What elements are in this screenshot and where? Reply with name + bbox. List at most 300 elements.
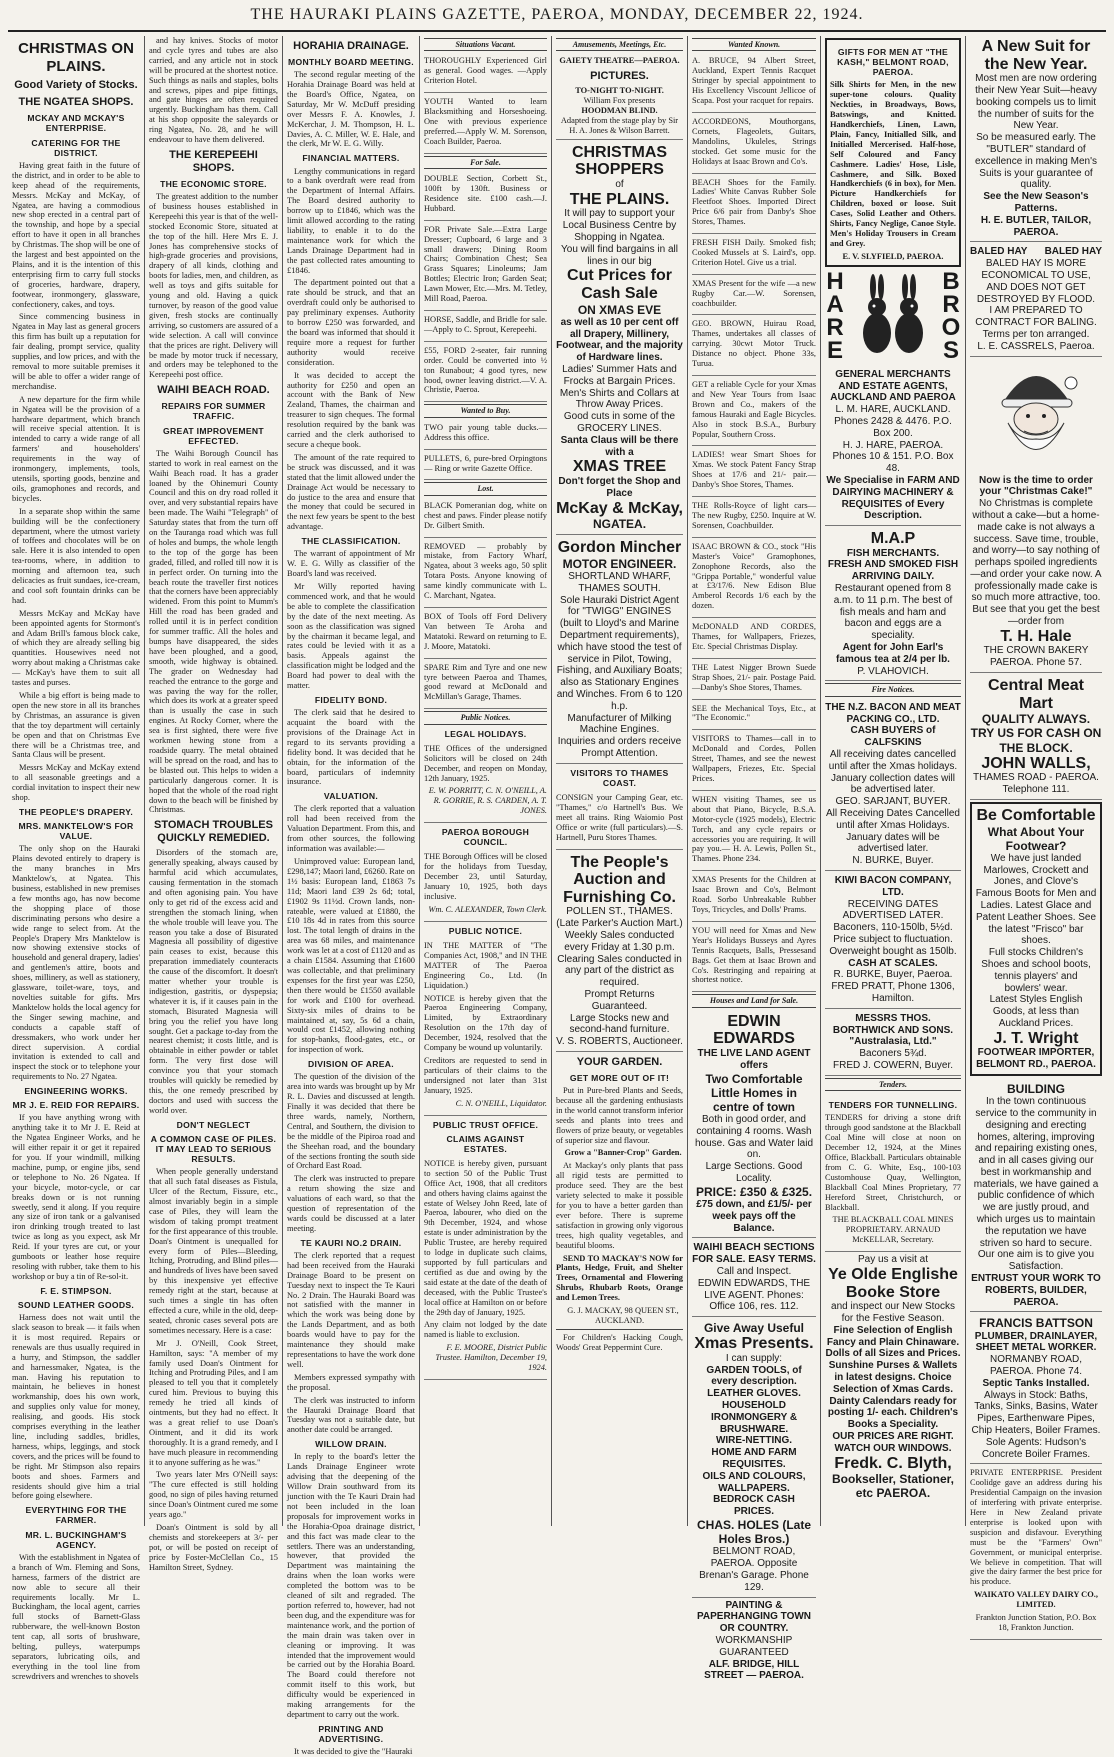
ad-text: XMAS Presents for the Children at Isaac Brown and Co's, Belmont Road. Sorbo Unbreakable Rubber Toys, Tricycles, and Dolls' Prams.	[692, 875, 816, 914]
notice-signature: C. N. O'NEILL, Liquidator.	[455, 1098, 547, 1108]
ad-text: YOU will need for Xmas and New Year's Holidays Busseys and Ayres Tennis Racquets, Balls, Pressesand Bags. Get them at Isaac Brown and Co's. Restringing and repairing at shortest notice.	[692, 925, 816, 985]
tender-text: TENDERS for driving a stone drift through good sandstone at the Blackball Coal Mine will close at noon on December 12, 1924, at the Mines Office, Blackball. Particulars obtainable from C. G. White, Esq., 100-103 Customhouse Quay, Wellington, Blackball Coal Mines Proprietary, 77 Hereford Street, Christchurch, or Blackball.	[825, 1113, 961, 1212]
mincher-ad	[556, 537, 683, 764]
hay-label-right: BALED HAY	[1044, 246, 1102, 258]
ad-headline: GIFTS FOR MEN AT "THE KASH," BELMONT ROAD, PAEROA.	[837, 47, 949, 78]
ad-line: All receiving dates cancelled until after the Xmas holidays. January collection dates will be advertised later.	[828, 749, 958, 796]
ad-line: Two Comfortable Little Homes in centre of town	[705, 1071, 803, 1114]
ad-line: Manufacturer of Milking Machine Engines.	[567, 712, 672, 736]
paragraph: In reply to the board's letter the Lands Drainage Engineer wrote advising that the deepening of the Willow Drain southward from its junction with the Te Kauri Drain had not been included in the loan proposals for improvement works in the Horahia-Opoa drainage district, and this fact was made clear to the settlers. There was an understanding, however, that provided the Department was maintaining the drains when the loan works were completed the bottom was to be cleaned of silt and regraded. The portion referred to, however, had not been dug, and the expenditure was for maintenance work, and the portion of the main drain was taken over in cleaning or improving. It was intended that the improvement would be carried out by the Horahia Board. The Board could therefore not commit itself to this work, but difficulty would be experienced in making arrangements for the department to carry out the work.	[287, 1452, 415, 1719]
paragraph: When people generally understand that all such fatal diseases as Fistula, Ulcer of the Rectum, Fissure, etc., almost invariably begin in a simple case of Piles, they will learn the wisdom of taking prompt treatment for the first appearance of this trouble. Doan's Ointment is unequalled for every form of Piles—Bleeding, Itching, Protruding, and Blind piles—and hundreds of lives have been saved by this inexpensive yet effective remedy right at the start, because at such times a single tin has often effected a cure, while in the old, deep-seated, chronic cases several pots are sometimes necessary. Here is a case:	[149, 1167, 278, 1335]
paragraph: The Waihi Borough Council has started to work in real earnest on the Waihi Beach road. It has a grader loaned by the Ohinemuri County Council and this on dry road rolled it over, and very substantial repairs have been made. The Waihi "Telegraph" of Saturday states that from the turn off on the Tauranga road which was full of holes and bumps, the whole length to the top of the gorge has been graded, filled, and rolled till now it is in perfect order. On turning into the beach route the traveller first notices that the corners have been appreciably widened. From this point to Mumm's Hill the road has been graded and rolled until it is in perfect condition for summer traffic. All the holes and bumps have disappeared, the sides have been ploughed, and a good, smooth, wide highway is obtained. The grader on Wednesday had reached the entrance to the gorge and was paving the way for the roller, which does its work at a greater speed than is usually the case in such engines. At Rocky Corner, where the sea is first sighted, there were five workmen hewing stone from a roadside quarry. The metal obtained will be spread on the road, and has to be blasted out. This helps to widen a particularly dangerous corner. It is hoped that the whole of the road right down to the beach will be finished by Christmas.	[149, 448, 278, 815]
ad-text: THOROUGHLY Experienced Girl as general. Good wages. —Apply Criterion Hotel.	[424, 56, 547, 86]
paragraph: Harness does not wait until the slack season to break — it fails when it is most required. Repairs or renewals are thus usually required in a hurry, and Stimpson, the saddler and harnessmaker, Ngatea, is the man. Having his reputation to maintain, he believes in honest workmanship, does his own work, and supplies only value for money, realising, and goods. His stock comprises everything in the leather line, including saddles, bridles, harness, whips, leggings, and stock covers, and the prices will be found to be right. Mr Stimpson also repairs boots and shoes. Farmers and residents should give him a trial before going elsewhere.	[12, 1313, 140, 1501]
section-subhead: CATERING FOR THE DISTRICT.	[31, 137, 121, 158]
borthwick-ad	[825, 1011, 961, 1076]
ad-line: Pay us a visit at	[857, 1254, 929, 1266]
ad-line: and inspect our New Stocks for the Festive Season.	[831, 1301, 955, 1324]
section-head: HORAHIA DRAINAGE.	[293, 40, 409, 52]
ad-line: MESSRS THOS. BORTHWICK AND SONS. "Australasia, Ltd."	[832, 1012, 954, 1048]
classified-ad	[424, 223, 547, 311]
ad-line: ALF. BRIDGE, HILL STREET — PAEROA.	[704, 1658, 804, 1682]
column-7	[821, 36, 966, 1526]
paragraph: In a separate shop within the same building will be the confectionery department, where the utmost variety of toffees and chocolates will be on sale. Here it is also intended to open tea-rooms, where, in addition to morning and afternoon tea, such delicacies as fruit sundaes, ice-cream, and cool soft fountain drinks can be had.	[12, 506, 140, 605]
ad-line: Restaurant opened from 8 a.m. to 11 p.m. The best of fish meals and ham and bacon and eggs are a speciality.	[833, 583, 953, 642]
paragraph: The only shop on the Hauraki Plains devoted entirely to drapery is the many branches in Mrs Manktelow's, at Ngatea. This business, established in new premises a few months ago, has now become the shopping place of those discriminating persons who desire a wide range to select from. At the People's Drapery Mrs Manktelow is now showing extensive stocks of household and general drapery, ladies' and gentlemen's attire, boots and shoes, millinery, as well as stationery, glassware, toilet-ware, toys, and novelties suitable for gifts. Mrs Manktelow holds the local agency for the Singer sewing machine, and conducts a capable staff of dressmakers, who work under her direct supervision. A cordial invitation is extended to call and inspect the stock or to telephone your requirements to No. 27 Ngatea.	[12, 844, 140, 1082]
ad-line: WORKMANSHIP GUARANTEED	[715, 1634, 793, 1658]
ad-line: Clearing Sales conducted in any part of the district as required.	[557, 953, 682, 989]
classified-ad	[424, 540, 547, 608]
section-subhead: FINANCIAL MATTERS.	[302, 153, 400, 164]
paragraph: Messrs McKay and McKay extend to all seasonable greetings and a cordial invitation to inspect their new shop.	[12, 763, 140, 803]
ad-line: BELMONT ROAD, PAEROA. Opposite Brenan's Garage. Phone 129.	[699, 1546, 809, 1593]
ad-line: Ladies' Summer Hats and Frocks at Bargain Prices. Men's Shirts and Collars at Throw Away Prices.	[559, 363, 680, 411]
paragraph: Lengthy communications in regard to a bank overdraft were read from the Department of Internal Affairs. The Board desired authority to borrow up to £1846, which was the limit allowed according to the rating liability, to enable it to do the maintenance work for which the Lands Drainage Department had in the past collected rates amounting to £1846.	[287, 166, 415, 275]
paragraph: The clerk was instructed to inform the Hauraki Drainage Board that Tuesday was not a suitable date, but another date could be arranged.	[287, 1395, 415, 1435]
ad-line: FRESH AND SMOKED FISH ARRIVING DAILY.	[827, 559, 959, 583]
ad-line: Now is the time to order your "Christmas Cake!"	[979, 474, 1093, 498]
ad-line: OUR PRICES ARE RIGHT. WATCH OUR WINDOWS.	[832, 1430, 954, 1454]
column-4	[420, 36, 552, 1526]
classified-section-head: Amusements, Meetings, Etc.	[556, 38, 683, 51]
ad-line: Baconers, 110-150lb, 5½d. Price subject to fluctuation. Overweight bought as 150lb.	[829, 922, 957, 957]
columns	[8, 36, 1106, 1757]
paragraph: The clerk reported that a request had been received from the Hauraki Drainage Board to be present on Tuesday next to inspect the Te Kauri No. 2 Drain. The Hauraki Board was not satisfied with the manner in which the work was being done by the Lands Department, and as both boards would have to pay for the maintenance they should make representations to have the work done well.	[287, 1250, 415, 1369]
paragraph: Mr Willy reported having commenced work, and that he would be able to complete the classification by the date of the next meeting. As soon as the classification was signed by the chairman it became legal, and rates could be levied with it as a basis. Appeals against the classification might be lodged and the Board had power to deal with the matter.	[287, 581, 415, 691]
ad-headline: CHRISTMAS SHOPPERS	[571, 143, 668, 179]
booke-store-ad	[825, 1254, 961, 1500]
ad-text: CONSIGN your Camping Gear, etc. "Thames," c/o Hartnell's Bus. We meet all trains. Ring Waiomio Post Office or write (full particulars).—S. Hartnell, Puru Stores Thames.	[556, 793, 683, 842]
santa-claus-icon	[974, 361, 1099, 469]
classified-ad	[692, 540, 816, 618]
paragraph: Messrs McKay and McKay have been appointed agents for Stormont's and Adam Brill's famous block cake, of which they are already selling big quantities. Housewives need not worry about making a Christmas cake — McKay's have them to suit all tastes and purses.	[12, 608, 140, 688]
ad-text: SPARE Rim and Tyre and one new tyre between Paeroa and Thames, good reward at McDonald and McMillan's Garage, Thames.	[424, 662, 547, 702]
ad-text: ISAAC BROWN & CO., stock "His Master's Voice" Gramophones, Zonophone Records, also the "Grippa Portable," wonderful value at £3/17/6. New Edison Blue Amberol Records 1/6 each by the dozen.	[692, 541, 816, 611]
tender-notice	[825, 1094, 961, 1252]
classified-ad	[692, 317, 816, 376]
classified-ad	[424, 313, 547, 342]
edwards-ad	[692, 1011, 816, 1239]
section-subhead: MRS. MANKTELOW'S FOR VALUE.	[18, 821, 134, 842]
ad-text: At Mackay's only plants that pass all rigid tests are permitted to produce seed. They are the best variety selected to make it possible for you to have a better garden than ever before. There is supreme satisfaction in growing only vigorous trees, high quality vegetables, and beautiful blooms.	[556, 1161, 683, 1250]
ad-line: MOTOR ENGINEER.	[562, 556, 677, 571]
ad-line: GENERAL MERCHANTS AND ESTATE AGENTS, AUCKLAND AND PAEROA	[830, 368, 956, 404]
paragraph: A new departure for the firm while in Ngatea will be the provision of a hardware department, which branch will receive special attention. It is intended to carry a wide range of all farmers' and householders' requirements in the way of ironmongery, implements, tools, utensils, sporting goods, benzine and oils, gramophones and records, and bicycles.	[12, 394, 140, 503]
paragraph: The department pointed out that a rate should be struck, and that an overdraft could only be authorised to pay preliminary expenses. Authority to borrow £250 was forwarded, and the board was informed that should it require more a request for further authority would receive consideration.	[287, 278, 415, 367]
ad-line: Our one aim is to give you Satisfaction.	[977, 1249, 1095, 1273]
masthead	[8, 6, 1106, 32]
ad-line: We Specialise in FARM AND DAIRYING MACHINERY & REQUISITES of Every Description.	[826, 474, 960, 522]
public-notice	[424, 742, 547, 823]
notice-text: NOTICE is hereby given, pursuant to section 50 of the Public Trust Office Act, 1908, that all creditors and others having claims against the estate of Welsey John Reed, late of Paeroa, labourer, who died on the 9th December, 1924, and whose estate is under administration by the Public Trustee, are hereby required to lodge in duplicate such claims, supported by full particulars and certified as due and owing by the said estate at the date of the death of deceased, with the Public Trustee's local office at Hamilton on or before the 29th day of January, 1925.	[424, 1158, 547, 1317]
ad-line: FRED J. COWERN, Buyer.	[832, 1060, 953, 1071]
ad-line: In the town continuous service to the community in designing and erecting homes, altering, improving and repairing existing ones, and in all cases giving our best in workmanship and materials, we have gained a public confidence of which we are justly proud, and which urges us to maintain the reputation we have striven so hard to secure.	[973, 1096, 1099, 1249]
ad-line: I can supply:	[725, 1352, 783, 1364]
notice-signature: E. W. PORRITT, C. N. O'NEILL, A. R. GORRIE, R. S. CARDEN, A. T. JONES.	[428, 786, 547, 816]
notice-text: THE Borough Offices will be closed for the holidays from Tuesday, December 23, until Saturday, January 10, 1925, both days inclusive.	[424, 852, 547, 902]
meat-mart-ad	[970, 675, 1102, 800]
theatre-ad	[556, 54, 683, 139]
ad-line: THE LIVE LAND AGENT offers	[697, 1047, 811, 1071]
ad-line: Santa Claus will be there with a	[560, 434, 679, 458]
butler-suit-ad	[970, 36, 1102, 242]
tender-signature: THE BLACKBALL COAL MINES PROPRIETARY. ARNAUD McKELLAR, Secretary.	[832, 1215, 954, 1245]
classified-ad	[692, 448, 816, 497]
section-subhead: PRINTING AND ADVERTISING.	[318, 1723, 384, 1744]
classified-ad	[424, 610, 547, 659]
section-subhead: REPAIRS FOR SUMMER TRAFFIC.	[161, 401, 266, 422]
ad-line: H. J. HARE, PAEROA. Phones 10 & 151. P.O. Box 48.	[832, 439, 954, 475]
ad-headline: Gordon Mincher	[557, 539, 682, 557]
ad-line: Large Sections. Good Locality.	[705, 1161, 803, 1184]
hare-wordmark: HARE	[826, 268, 844, 364]
film-note: Adapted from the stage play by Sir H. A. Jones & Wilson Barrett.	[560, 116, 679, 135]
auction-ad	[556, 852, 683, 1052]
ad-line: Don't forget the Shop and Place	[558, 475, 681, 499]
ad-line: V. S. ROBERTS, Auctioneer.	[556, 1036, 683, 1048]
ad-line: FRED PRATT, Phone 1306, Hamilton.	[831, 981, 955, 1005]
ad-text: BEACH Shoes for the Family. Ladies' White Canvas Rubber Sole Fleetfoot Shoes. Imported Direct Price 6/6 pair from Danby's Shoe Stores, Thames.	[692, 177, 816, 227]
ad-line: Sole Agents: Hudson's Concrete Boiler Frames.	[981, 1436, 1091, 1460]
ad-headline: J. T. Wright	[993, 1029, 1079, 1047]
ad-line: L. E. CASSRELS, Paeroa.	[977, 340, 1095, 352]
ad-text: YOUTH Wanted to learn Blacksmithing and Horseshoeing. One with previous experience preferred.—Apply W. M. Sorenson, Coach Builder, Paeroa.	[424, 97, 547, 146]
classified-ad	[424, 499, 547, 538]
section-subhead: THE CLASSIFICATION.	[301, 536, 401, 547]
ad-line: Large Stocks new and second-hand furniture.	[569, 1012, 670, 1036]
hay-label-left: BALED HAY	[970, 246, 1028, 258]
ad-line: QUALITY ALWAYS.	[981, 712, 1091, 727]
ad-line: ENTRUST YOUR WORK TO ROBERTS, BUILDER, PAEROA.	[971, 1273, 1101, 1308]
section-subhead: SOUND LEATHER GOODS.	[17, 1299, 135, 1310]
ad-text: Grow a "Banner-Crop" Garden.	[564, 1148, 682, 1158]
ad-line: P. VLAHOVICH.	[857, 665, 929, 677]
column-3	[283, 36, 420, 1757]
ad-line: THE N.Z. BACON AND MEAT PACKING CO., LTD.	[825, 701, 961, 725]
column-1	[8, 36, 145, 1681]
ad-line: CHAS. HOLES (Late Holes Bros.)	[696, 1518, 811, 1547]
ad-headline: EDWIN EDWARDS	[713, 1012, 795, 1048]
classified-section-head: Fire Notices.	[825, 683, 961, 696]
mckay-xmas-ad	[556, 142, 683, 535]
classified-ad	[692, 499, 816, 538]
ad-line: H. E. BUTLER, TAILOR, PAEROA.	[980, 214, 1092, 238]
paragraph: While a big effort is being made to open the new store in all its branches by Christmas, an assurance is given that the toy department will certainly be open and that on Christmas Eve there will be a Christmas tree, and Santa Claus will be present.	[12, 691, 140, 760]
ad-line: FISH MERCHANTS.	[846, 547, 940, 559]
ad-line: Baconers 5¾d.	[859, 1048, 927, 1060]
notice-text: THE Offices of the undersigned Solicitors will be closed on 24th December, and reopen on Monday, 12th January, 1925.	[424, 743, 547, 783]
public-notice	[424, 850, 547, 921]
divider	[556, 1329, 683, 1330]
classified-ad	[692, 924, 816, 992]
ad-headline: Central Meat Mart	[987, 677, 1085, 712]
theatre-date: TO-NIGHT TO-NIGHT.	[575, 86, 664, 96]
ad-line: N. BURKE, Buyer.	[852, 855, 934, 867]
notice-text: IN THE MATTER of "The Companies Act, 1908," and IN THE MATTER of The Paeroa Engineering Co., Ltd. (In Liquidation.)	[424, 941, 547, 990]
section-head: THE KEREPEEHI SHOPS.	[169, 148, 258, 174]
classified-ad	[424, 421, 547, 450]
ad-text: BLACK Pomeranian dog, white on chest and paws. Finder please notify Dr. Gilbert Smith.	[424, 500, 547, 530]
notice-head: PAEROA BOROUGH COUNCIL.	[441, 827, 530, 848]
paragraph: Two years later Mrs O'Neill says: "The cure effected is still holding good, no sign of piles having returned since Doan's Ointment cured me some years ago."	[149, 1470, 278, 1520]
ad-headline: THE PLAINS.	[569, 190, 670, 208]
ad-text: £55, FORD 2-seater, fair running order. Could be converted into ½ ton Runabout; 4 good tyres, new hood, owner leaving district.—V. A. Christie, Paeroa.	[424, 345, 547, 395]
ad-line: CASH AT SCALES.	[848, 957, 938, 969]
battson-plumber-ad	[970, 1314, 1102, 1464]
ad-line: No Christmas is complete without a cake—but a home-made cake is not always a success. Save time, trouble, and worry—to say nothing of perhaps spoiled ingredients—and order your cake now. A professionally made cake is so much more attractive, too. But see that you get the best—order from	[970, 498, 1102, 628]
holes-gift-ad	[692, 1319, 816, 1597]
ad-line: WIRE-NETTING.	[715, 1435, 793, 1447]
ad-address: Frankton Junction Station, P.O. Box 18, Frankton Junction.	[975, 1613, 1097, 1632]
section-head: THE NGATEA SHOPS.	[18, 96, 134, 109]
section-subhead: MCKAY AND MCKAY'S ENTERPRISE.	[27, 113, 125, 134]
ad-line: BALED HAY IS MORE ECONOMICAL TO USE, AND DOES NOT GET DESTROYED BY FLOOD.	[976, 258, 1096, 305]
paragraph: Unimproved value: European land, £298,147; Maori land, £6260. Rate on 1½ basis: European land, £1863 7s 11d; Maori land £39 2s 6d; total, £1902 9s 11½d. Crown lands, non-rateable, were valued at £1880, the £10 18s 4d in rates from this source lost. The total length of drains in the area was 68 miles, and maintenance work was let at a cost of £1120 and as a chain £1584. Assuming that £1600 was collectable, and that preliminary expenses for the first year was £250, then there would be £1550 available for work and £100 for overhead. Sixty-six miles of drains to be maintained at, say, 5s 6d a chain, would cost £1452, allowing nothing for stop-banks, flood-gates, etc., or for inspection of work.	[287, 857, 415, 1055]
ad-line: KIWI BACON COMPANY, LTD.	[834, 875, 952, 898]
tender-head: TENDERS FOR TUNNELLING.	[828, 1100, 958, 1111]
classified-ad	[424, 54, 547, 93]
paragraph: The clerk said that he desired to acquaint the board with the provisions of the Drainage Act in regard to its servants providing a fidelity bond. It was decided that he obtain, for the information of the board, particulars of indemnity insurance.	[287, 708, 415, 787]
section-subhead: A COMMON CASE OF PILES. IT MAY LEAD TO SERIOUS RESULTS.	[150, 1133, 277, 1165]
ad-line: Always in Stock: Baths, Tanks, Sinks, Basins, Water Pipes, Earthenware Pipes, Chip Heaters, Boiler Frames.	[971, 1389, 1101, 1436]
ad-text: SEND TO MACKAY'S NOW for Plants, Hedge, Fruit, and Shelter Trees, Ornamental and Flowering Shrubs, Rhubarb Roots, Orange and Lemon Trees.	[556, 1253, 683, 1303]
ad-headline: Be Comfortable	[976, 806, 1096, 824]
ad-line: Sole Hauraki District Agent for "TWIGG" ENGINES	[560, 594, 679, 618]
classified-ad	[424, 452, 547, 481]
notice-text: NOTICE is hereby given that the Paeroa Engineering Company, Limited, by Extraordinary Resolution on the 17th day of December, 1924, resolved that the Company be wound up voluntarily.	[424, 993, 547, 1053]
ad-subhead: GET MORE OUT OF IT!	[569, 1072, 670, 1083]
ad-text: Put in Pure-bred Plants and Seeds, because all the gardening enthusiasts in the world cannot transform inferior seeds and plants into trees and flowers of prize beauty, or vegetables of superior size and flavour.	[556, 1086, 683, 1145]
ad-line: THE CROWN BAKERY PAEROA. Phone 57.	[983, 645, 1089, 669]
ad-line: GARDEN TOOLS, of every description.	[706, 1364, 802, 1388]
ad-line: Bookseller, Stationer, etc PAEROA.	[831, 1472, 955, 1501]
notice-head: PUBLIC NOTICE.	[448, 925, 523, 936]
ad-line: It will pay to support your Local Business Centre by Shopping in Ngatea.	[562, 208, 677, 244]
ad-headline: T. H. Hale	[1000, 627, 1072, 645]
paragraph: It was decided to accept the authority for £250 and open an account with the Bank of New Zealand, Thames, the chairman and treasurer to sign cheques. The formal resolution required by the bank was carried and the clerk authorised to secure a cheque book.	[287, 370, 415, 449]
column-6	[688, 36, 821, 1682]
ad-line: HOUSEHOLD IRONMONGERY & BRUSHWARE.	[710, 1400, 798, 1435]
classified-ad	[692, 277, 816, 316]
ad-line: Inquiries and orders receive Prompt Attention.	[557, 736, 682, 759]
ad-line: EDWIN EDWARDS, THE LIVE AGENT. Phones: Office 106, res. 112.	[697, 1277, 811, 1313]
section-head: WAIHI BEACH ROAD.	[157, 384, 270, 397]
ad-headline: FRANCIS BATTSON	[979, 1316, 1093, 1331]
classified-ad	[692, 236, 816, 275]
classified-section-head: Tenders.	[825, 1078, 961, 1091]
ad-line: You will find bargains in all lines in our big	[561, 243, 678, 267]
ad-line: RECEIVING DATES ADVERTISED LATER.	[842, 898, 944, 922]
ad-line: Good cuts in some of the GROCERY LINES.	[563, 411, 676, 434]
ad-text: PULLETS, 6, pure-bred Orpingtons — Ring or write Gazette Office.	[424, 453, 547, 473]
theatre-presents: William Fox presents	[583, 96, 656, 106]
theatre-pictures: PICTURES.	[590, 70, 649, 83]
ad-line: NORMANBY ROAD, PAEROA. Phone 74.	[989, 1354, 1083, 1377]
ad-line: PRICE: £350 & £325.	[695, 1184, 813, 1199]
ad-line: All Receiving Dates Cancelled until after Xmas Holidays. January dates will be advertised later.	[826, 808, 960, 855]
section-head: DON'T NEGLECT	[176, 1119, 251, 1130]
classified-section-head: Wanted to Buy.	[424, 404, 547, 417]
hare-icon	[847, 271, 939, 363]
ad-headline: Ye Olde Englishe Booke Store	[828, 1265, 958, 1301]
paragraph: and hay knives. Stocks of motor and cycle tyres and tubes are also carried, and any article not in stock will be procured at the shortest notice. Such things as nails and staples, bolts and screws, pipes and pipe fittings, and gate hinges are often required urgently. Buckingham has them. Call at his shop opposite the saleyards or ring Ngatea, No. 28, and he will endeavour to have them delivered.	[149, 36, 278, 145]
ad-line: as well as 10 per cent off all Drapery, Millinery, Footwear, and the majority of Hardware lines.	[556, 316, 683, 364]
ad-headline: The People's Auction and Furnishing Co.	[563, 853, 676, 906]
kiwi-bacon-ad	[825, 873, 961, 1009]
paragraph: The amount of the rate required to be struck was discussed, and it was stated that the limit allowed under the Drainage Act would be necessary to do justice to the area and ensure that the money that could be secured in the next few years be spent to the best advantage.	[287, 452, 415, 532]
bros-wordmark: BROS	[941, 268, 961, 364]
paragraph: The question of the division of the area into wards was brought up by Mr R. L. Davies and discussed at length. Finally it was decided that there be three wards, namely, Northern, Central, and Southern, the division to be the middle of the Pipiroa road and the Sheehan road, and the boundary of the sections fronting the south side of Orchard East Road.	[287, 1072, 415, 1171]
ad-headline: M.A.P	[870, 530, 916, 548]
ad-line: TRY US FOR CASH ON THE BLOCK.	[970, 726, 1102, 755]
classified-ad	[424, 661, 547, 710]
ad-head: YOUR GARDEN.	[576, 1055, 663, 1068]
ad-text: BOX of Tools off Ford Delivery Van between Te Aroha and Matatoki. Reward on returning to E. J. Moore, Matatoki.	[424, 612, 547, 651]
classified-section-head: Houses and Land for Sale.	[692, 994, 816, 1007]
notice-subhead: CLAIMS AGAINST ESTATES.	[446, 1133, 525, 1154]
ad-text: GET a reliable Cycle for your Xmas and New Year Tours from Isaac Brown and Co., makers of the famous Hauraki and Eagle Bicycles. Also in stock B.S.A., Burbury Popular, Southern Cross.	[692, 380, 816, 439]
ad-line: PAINTING & PAPERHANGING TOWN OR COUNTRY.	[696, 1599, 812, 1635]
paragraph: Since commencing business in Ngatea in May last as general grocers this firm has built up a reputation for fair dealing, prompt service, quality supplies, and low prices, and with the removal to more suitable premises it will be able to offer a wider range of merchandise.	[12, 312, 140, 391]
paragraph: The greatest addition to the number of business houses established in Kerepeehi this year is that of the well-stocked Economic Store, situated at the top of the hill. Here Mrs E. J. Jones has comprehensive stocks of high-grade groceries and provisions, drapery of all kinds, clothing and boots for ladies, men, and children, as well as toys and gifts suitable for young and old. Having a quick turnover, by reason of the good value given, fresh stocks are continually arriving, so customers are assured of a wide selection. A call will convince that the prices are right. Delivery will be made by motor truck if necessary, and orders may be telephoned to the Kerepeehi post office.	[149, 192, 278, 380]
notice-head: LEGAL HOLIDAYS.	[444, 728, 527, 739]
public-notice	[424, 1157, 547, 1380]
paragraph: Disorders of the stomach are, generally speaking, always caused by harmful acid which accumulates, causing fermentation in the stomach and often agonising pain. You have only to get rid of the excess acid and strengthen the stomach lining, when the whole trouble will leave you. The reason you take a dose of Bisurated Magnesia all possibility of digestive pain ceases to exist, because this preparation immediately counteracts the cause of the discomfort. It doesn't matter whether your trouble is indigestion, gastritis, or dyspepsia; whatever it is, if it causes pain in the stomach, Bisurated Magnesia will bring you the relief you have long sought. Get a package to-day from the nearest chemist; it costs little, and is obtainable in either powder or tablet form. The very first dose will convince you that your stomach troubles will quickly be remedied by this, the one remedy prescribed by doctors and used with success the world over.	[149, 848, 278, 1115]
ad-headline: BUILDING	[1007, 1081, 1065, 1096]
ad-line: FOOTWEAR IMPORTER, BELMONT RD., PAEROA.	[976, 1047, 1096, 1071]
paragraph: The second regular meeting of the Horahia Drainage Board was held at the Board's Office, Ngatea, on Saturday, Mr W. McDuff presiding over Messrs F. A. Knowles, J. McKerchar, J. M. Thompson, H. L. Davies, A. C. Miller, W. E. Hale, and the clerk, Mr W. E. G. Willy.	[287, 70, 415, 149]
section-subhead: DIVISION OF AREA.	[308, 1059, 394, 1070]
notice-signature: Wm. C. ALEXANDER, Town Clerk.	[428, 904, 547, 914]
ad-line: CASH BUYERS of CALFSKINS	[850, 725, 936, 749]
ad-line: What About Your Footwear?	[987, 824, 1085, 853]
classified-ad	[692, 54, 816, 113]
section-subhead: VALUATION.	[323, 791, 379, 802]
ad-headline: Xmas Presents.	[694, 1335, 814, 1353]
classified-section-head: Public Notices.	[424, 711, 547, 724]
section-head: F. E. STIMPSON.	[40, 1285, 112, 1296]
ad-text: McDONALD AND CORDES, Thames, for Wallpapers, Friezes, Etc. Special Christmas Display.	[692, 622, 816, 651]
ad-text: WHEN visiting Thames, see us about that Piano, Bicycle, B.S.A. Motor-cycle (1925 models), Electric Torch, and any cycle repairs or accessories you are requiring. It will pay you.— H. A. Lewis, Pollen St., Thames. Phone 234.	[692, 794, 816, 864]
masthead-title: THE HAURAKI PLAINS GAZETTE, PAEROA, MONDAY, DECEMBER 22, 1924.	[250, 6, 864, 23]
ad-headline: A New Suit for the New Year.	[981, 38, 1091, 73]
ad-line: THAMES ROAD - PAEROA. Telephone 111.	[973, 772, 1099, 796]
paragraph: Members expressed sympathy with the proposal.	[287, 1372, 415, 1392]
ad-headline: Fredk. C. Blyth,	[834, 1454, 952, 1472]
section-subhead: GREAT IMPROVEMENT EFFECTED.	[163, 425, 264, 446]
classified-ad	[692, 115, 816, 174]
ad-line: Most men are now ordering their New Year Suit—heavy booking compels us to limit the number of suits for the New Year.	[975, 73, 1097, 132]
ad-text: TWO pair young table ducks.— Address this office.	[424, 422, 547, 442]
classified-ad	[692, 702, 816, 731]
bacon-co-ad	[825, 700, 961, 871]
ad-text: HORSE, Saddle, and Bridle for sale.—Apply to C. Sprout, Kerepeehi.	[424, 315, 547, 334]
classified-ad	[692, 793, 816, 871]
classified-ad	[424, 172, 547, 221]
column-5	[552, 36, 688, 1526]
article-subhead: Good Variety of Stocks.	[14, 79, 138, 92]
ad-text: XMAS Present for the wife —a new Rugby Car.—W. Sorensen, coachbuilder.	[692, 278, 816, 308]
classified-ad	[692, 732, 816, 791]
section-subhead: WILLOW DRAIN.	[315, 1439, 387, 1450]
ad-line: ON XMAS EVE	[577, 302, 662, 317]
paragraph: The warrant of appointment of Mr W. E. G. Willy as classifier of the Board's land was received.	[287, 549, 415, 579]
ad-line: Terms per ton arranged.	[982, 328, 1090, 340]
classified-section-head: Situations Vacant.	[424, 38, 547, 51]
article-headline: CHRISTMAS ON PLAINS.	[18, 40, 134, 75]
classified-section-head: For Sale.	[424, 156, 547, 169]
film-title: HOODMAN BLIND.	[581, 106, 658, 116]
ad-line: Weekly Sales conducted every Friday at 1.30 p.m.	[564, 929, 675, 953]
ad-line: R. BURKE, Buyer, Paeroa.	[833, 969, 953, 981]
roberts-builder-ad	[970, 1080, 1102, 1313]
classified-ad	[692, 661, 816, 700]
column-2	[145, 36, 283, 1572]
classified-ad	[692, 620, 816, 659]
ad-line: Both in good order, and containing 4 rooms. Wash house. Gas and Water laid on.	[694, 1114, 814, 1161]
classified-section-head: Lost.	[424, 482, 547, 495]
classified-section-head: Wanted Known.	[692, 38, 816, 51]
ad-headline: XMAS TREE	[572, 458, 667, 476]
waihi-sections-ad	[692, 1240, 816, 1317]
ad-line: BEDROCK CASH PRICES.	[713, 1494, 795, 1518]
section-subhead: MR J. E. REID FOR REPAIRS.	[12, 1100, 140, 1111]
map-fish-ad	[825, 528, 961, 681]
wright-footwear-ad	[970, 802, 1102, 1076]
ad-line: GEO. SARJANT, BUYER.	[835, 796, 951, 808]
ad-signature: E. V. SLYFIELD, PAEROA.	[842, 251, 944, 261]
ad-line: Full stocks Children's Shoes and school boots, tennis players' and bowlers' wear.	[981, 947, 1091, 994]
ad-text: VISITORS to Thames—call in to McDonald and Cordes, Pollen Street, Thames, and see the newest Wallpapers, Friezes, Etc. Special Prices.	[692, 734, 816, 783]
ad-text: THE Rolls-Royce of light cars— The new Rugby, £250. Inquire at W. Sorensen, Coachbuilder.	[692, 501, 816, 530]
notice-head: PUBLIC TRUST OFFICE.	[432, 1119, 539, 1130]
paragraph: With the establishment in Ngatea of a branch of Wm. Fleming and Sons, harness, farmers of the district are now able to secure all their requirements locally. Mr L. Buckingham, the local agent, carries full stocks of Barnett-Glass rubberware, the well-known Boston tent cap, all sorts of brushware, belting, pulleys, waterpumps separators, lubricating oils, and everything in the tool line from screwdrivers and wrenches to shovels	[12, 1552, 140, 1681]
classified-ad	[424, 95, 547, 154]
public-notice	[424, 939, 547, 1116]
ad-line: Give Away Useful	[703, 1321, 805, 1336]
section-subhead: TE KAURI NO.2 DRAIN.	[300, 1237, 402, 1248]
ad-line: NGATEA.	[592, 517, 647, 532]
hale-cake-ad	[970, 473, 1102, 674]
ad-line: WAIHI BEACH SECTIONS FOR SALE. EASY TERMS.	[692, 1242, 816, 1266]
ad-line: Agent for John Earl's famous tea at 2/4 per lb.	[836, 642, 950, 665]
ad-text: PRIVATE ENTERPRISE. President Coolidge gave an address during his Presidential Campaign on the invasion of interfering with private enterprise. Here in New Zealand private enterprise is looked upon with suspicion and disfavour. Everything must be the "Farmers' Own" Government, or municipal enterprise. We believe in competition. That will give the dairy farmer the best price for his produce.	[970, 1468, 1102, 1587]
section-subhead: FIDELITY BOND.	[314, 694, 388, 705]
ad-line: (built to Lloyd's and Marine Department requirements), which have stood the test of service in Pilot, Towing, Fishing, and Auxiliary Boats; also as Stationary Engines and Winches. From 6 to 120 h.p.	[556, 618, 683, 712]
classified-ad	[556, 791, 683, 850]
ad-line: LEATHER GLOVES.	[707, 1388, 801, 1400]
ad-text: THE Latest Nigger Brown Suede Strap Shoes, 21/- pair. Postage Paid.—Danby's Shoe Stores, Thames.	[692, 662, 816, 692]
baled-hay-ad	[970, 244, 1102, 356]
ad-line: POLLEN ST., THAMES. (Late Parker's Auction Mart.)	[556, 906, 683, 930]
column-8	[966, 36, 1106, 1632]
paragraph: The clerk was instructed to prepare a return showing the size and valuations of each ward, so that the question of representation of the wards could be discussed at a later meeting.	[287, 1174, 415, 1233]
ad-text: ACCORDEONS, Mouthorgans, Cornets, Flageolets, Guitars, Mandolins, Ukuleles, Strings stocked. Get some music for the Holidays at Isaac Brown and Co's.	[692, 116, 816, 166]
notice-text: Creditors are requested to send in particulars of their claims to the undersigned not later than 31st January, 1925.	[424, 1056, 547, 1095]
hare-bros-ad	[825, 367, 961, 526]
ad-line: So be measured early. The "BUTLER" standard of excellence in making Men's Suits is your guarantee of quality.	[975, 132, 1097, 191]
classified-ad	[692, 873, 816, 922]
ad-text: FRESH FISH Daily. Smoked fish; Cooked Mussels at S. Laird's, opp. Criterion Hotel. Give us a trial.	[692, 238, 816, 267]
ad-line: Call and Inspect.	[716, 1265, 792, 1277]
hay-header	[970, 246, 1102, 258]
paragraph: If you have anything wrong with anything take it to Mr J. E. Reid at the Ngatea Engineer Works, and he will either repair it or get it repaired for you. If your windmill, milking machine, pump, or engine jibs, send or telephone to No. 26 Ngatea. If your bicycle, motor-cycle, or car breaks down or is not running sweetly, send it along. If you require any size of iron tank or a galvanised iron drinking trough treated to last twice as long as you expect, ask Mr Reid. If your tyres are cut, or your gumboots or leather hose require resoling with rubber, take them to his workshop or buy a tin of Re-sol-it.	[12, 1113, 140, 1281]
ad-text: G. J. MACKAY, 98 QUEEN ST., AUCKLAND.	[567, 1306, 679, 1325]
ad-line: L. M. HARE, AUCKLAND. Phones 2428 & 4476. P.O. Box 200.	[834, 404, 952, 439]
ad-line: See the New Season's Patterns.	[983, 191, 1089, 214]
paragraph: The clerk reported that a valuation roll had been received from the Valuation Department. From this, and from other sources, the following information was available:—	[287, 804, 415, 854]
section-head: THE PEOPLE'S DRAPERY.	[18, 806, 134, 817]
